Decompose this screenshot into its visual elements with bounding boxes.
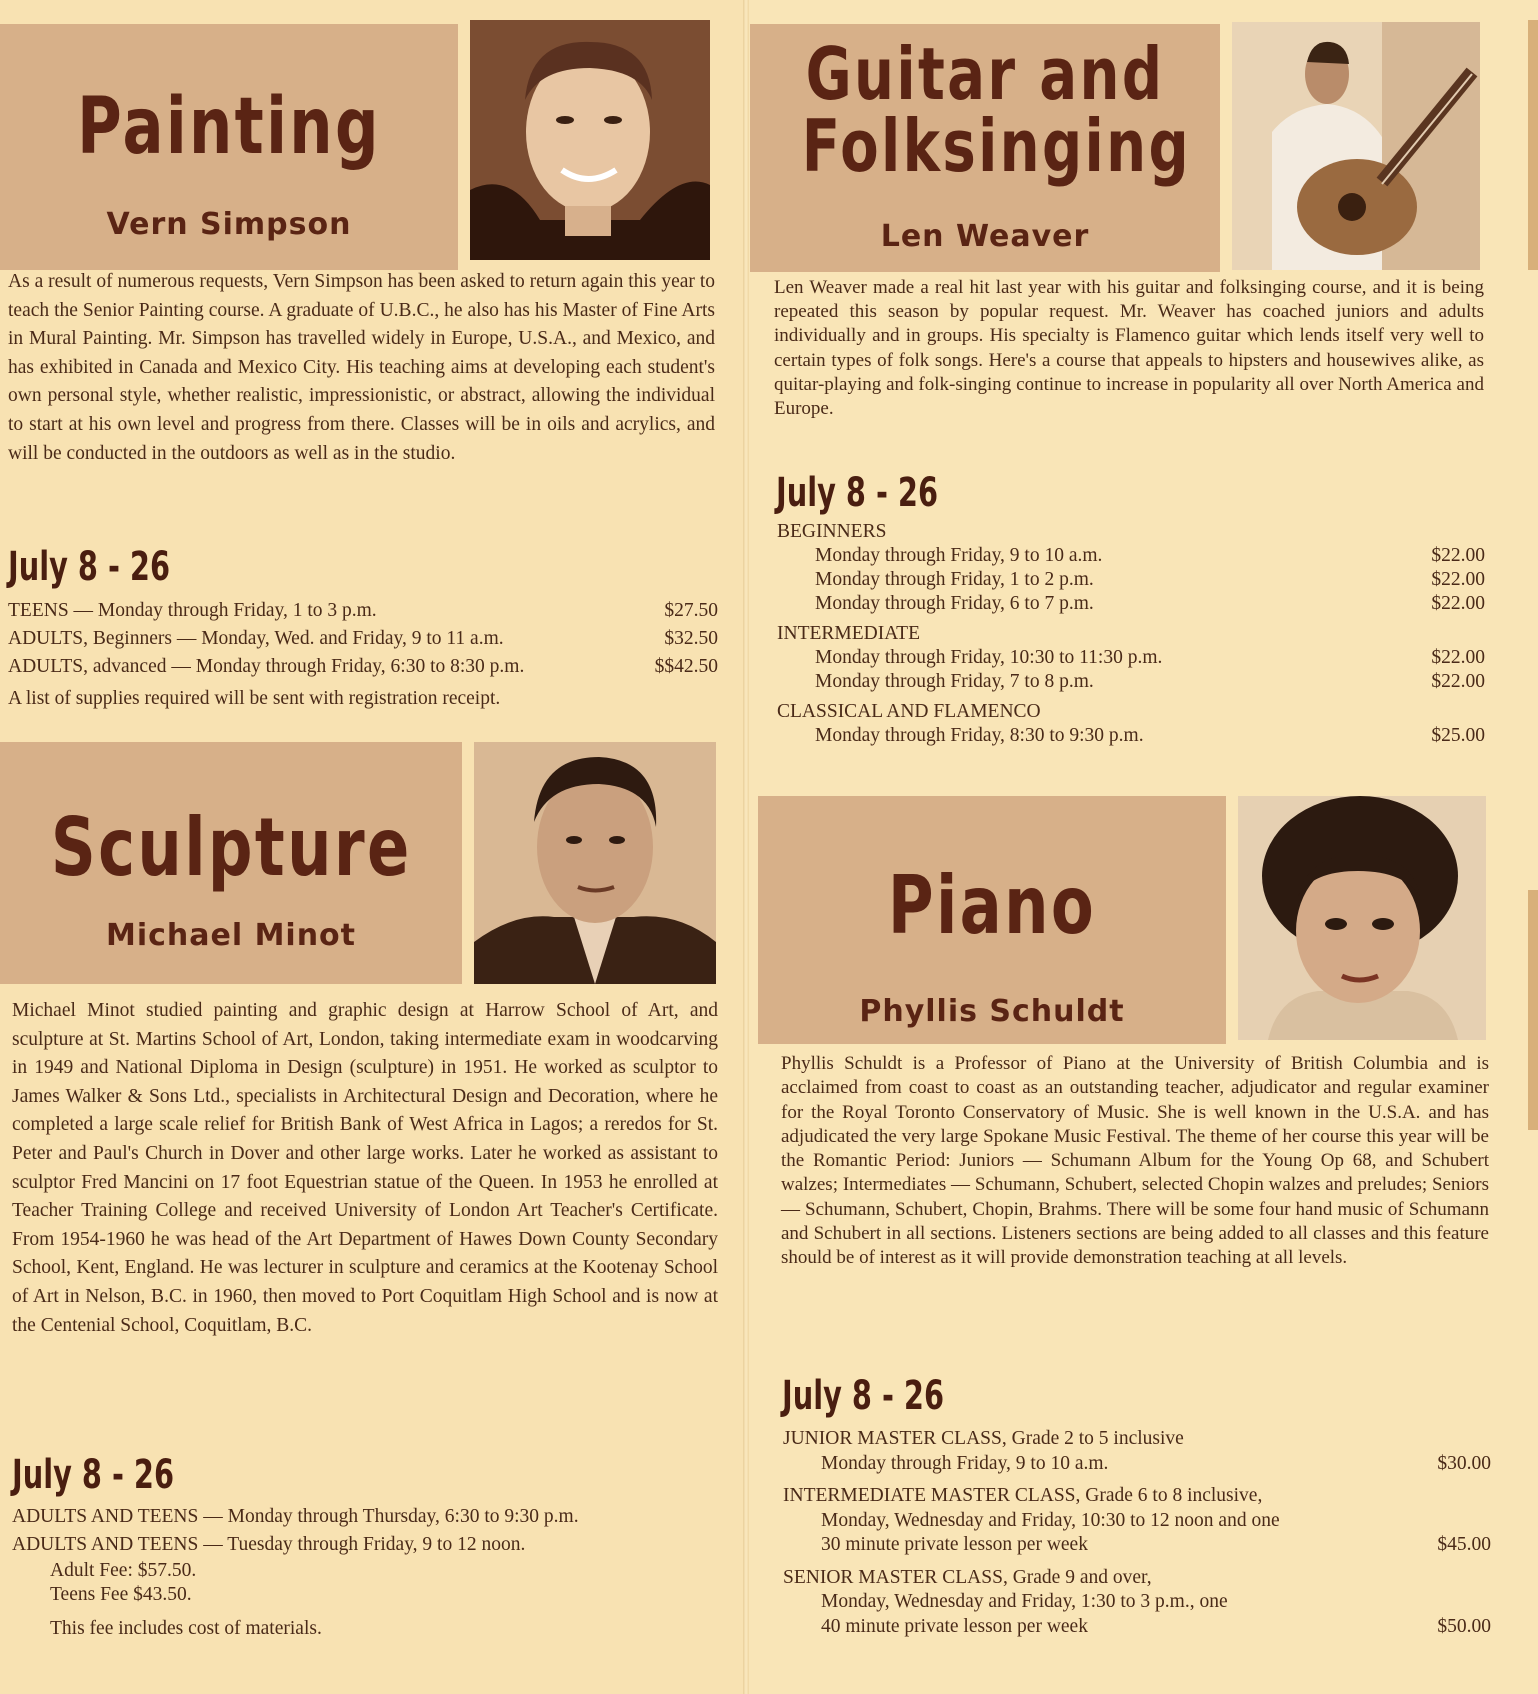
sculpture-schedule: [12, 1503, 724, 1643]
junior-heading: JUNIOR MASTER CLASS, Grade 2 to 5 inclusive: [783, 1428, 1184, 1449]
sculpture-dates: July 8 - 26: [12, 1452, 175, 1498]
schedule-label: ADULTS, Beginners — Monday, Wed. and Friday, 9 to 11 a.m.: [8, 628, 504, 649]
painting-instructor: Vern Simpson: [106, 207, 352, 242]
schedule-line: ADULTS AND TEENS — Monday through Thursday, 6:30 to 9:30 p.m.: [12, 1506, 579, 1527]
guitar-instructor-photo: [1232, 22, 1480, 270]
schedule-row: [783, 1615, 1491, 1640]
piano-description: Phyllis Schuldt is a Professor of Piano at the University of British Columbia and is acclaimed from coast to coast as an outstanding teacher, adjudicator and regular examiner for the Royal Toronto Conservatory of Music. She is well known in the U.S.A. and has adjudicated the very large Spokane Music Festival. The theme of her course this year will be the Romantic Period: Juniors — Schumann Album for the Young Op 68, and Schubert walzes; Intermediates — Schumann, Schubert, selected Chopin walzes and preludes; Seniors — Schumann, Schubert, Chopin, Brahms. There will be some four hand music of Schumann and Schubert in all sections. Listeners sections are being added to all classes and this feature should be of interest as it will provide demonstration teaching at all levels.: [781, 1053, 1489, 1269]
schedule-row: [8, 653, 718, 681]
schedule-row: [783, 1533, 1491, 1558]
intermediate-heading: INTERMEDIATE: [777, 623, 920, 644]
senior-heading: SENIOR MASTER CLASS, Grade 9 and over,: [783, 1566, 1152, 1588]
sculpture-instructor-photo: [474, 742, 716, 984]
schedule-price: $22.00: [1431, 569, 1485, 590]
guitar-schedule: [777, 520, 1485, 748]
painting-banner: [0, 24, 458, 270]
classical-heading: CLASSICAL AND FLAMENCO: [777, 701, 1041, 722]
intermediate-heading: INTERMEDIATE MASTER CLASS, Grade 6 to 8 inclusive,: [783, 1485, 1263, 1506]
schedule-label: TEENS — Monday through Friday, 1 to 3 p.m.: [8, 600, 377, 621]
schedule-line: Monday, Wednesday and Friday, 1:30 to 3 p.m., one: [821, 1591, 1228, 1612]
painting-schedule: [8, 597, 718, 713]
schedule-line: Monday, Wednesday and Friday, 10:30 to 12 noon and one: [821, 1509, 1280, 1531]
schedule-label: Monday through Friday, 8:30 to 9:30 p.m.: [815, 725, 1144, 746]
piano-instructor: Phyllis Schuldt: [859, 994, 1125, 1029]
guitar-banner: [750, 24, 1220, 272]
schedule-price: $22.00: [1431, 671, 1485, 692]
sculpture-title: Sculpture: [50, 801, 412, 894]
schedule-price: $27.50: [664, 600, 718, 621]
beginners-heading: BEGINNERS: [777, 521, 887, 542]
painting-instructor-photo: [470, 20, 710, 260]
sculpture-instructor: Michael Minot: [105, 918, 357, 953]
schedule-row: [8, 597, 718, 625]
schedule-label: Monday through Friday, 1 to 2 p.m.: [815, 569, 1094, 590]
schedule-label: 30 minute private lesson per week: [821, 1534, 1088, 1555]
schedule-label: Monday through Friday, 10:30 to 11:30 p.m.: [815, 647, 1163, 668]
schedule-label: Monday through Friday, 6 to 7 p.m.: [815, 593, 1094, 614]
sculpture-description: Michael Minot studied painting and graphic design at Harrow School of Art, and sculpture at St. Martins School of Art, London, taking intermediate exam in woodcarving in 1949 and National Diploma in Design (sculpture) in 1951. He worked as sculptor to James Walker & Sons Ltd., specialists in Architectural Design and Decoration, where he completed a large scale relief for British Bank of West Africa in Lagos; a reredos for St. Peter and Paul's Church in Dover and other large works. Later he worked as assistant to sculptor Fred Mancini on 17 foot Equestrian statue of the Queen. In 1953 he enrolled at Teacher Training College and received University of London Art Teacher's Certificate. From 1954-1960 he was head of the Art Department of Hawes Down County Secondary School, Kent, England. He was lecturer in sculpture and ceramics at the Kootenay School of Art in Nelson, B.C. in 1960, then moved to Port Coquitlam High School and is now at the Centenial School, Coquitlam, B.C.: [12, 1000, 718, 1336]
schedule-row: [777, 592, 1485, 616]
guitar-dates: July 8 - 26: [776, 470, 939, 516]
schedule-row: [8, 625, 718, 653]
painting-description: As a result of numerous requests, Vern Simpson has been asked to return again this year to teach the Senior Painting course. A graduate of U.B.C., he also has his Master of Fine Arts in Mural Painting. Mr. Simpson has travelled widely in Europe, U.S.A., and Mexico, and has exhibited in Canada and Mexico City. His teaching aims at developing each student's own personal style, whether realistic, impressionistic, or abstract, allowing the individual to start at his own level and progress from there. Classes will be in oils and acrylics, and will be conducted in the outdoors as well as in the studio.: [8, 271, 715, 464]
painting-note: A list of supplies required will be sent with registration receipt.: [8, 688, 501, 709]
guitar-description: Len Weaver made a real hit last year with his guitar and folksinging course, and it is being repeated this season by popular request. Mr. Weaver has coached juniors and adults individually and in groups. His specialty is Flamenco guitar which lends itself very well to certain types of folk songs. Here's a course that appeals to hipsters and housewives alike, as quitar-playing and folk-singing continue to increase in popularity all over North America and Europe.: [774, 277, 1484, 420]
schedule-price: $22.00: [1431, 593, 1485, 614]
piano-schedule: [783, 1427, 1491, 1639]
schedule-price: $25.00: [1431, 725, 1485, 746]
schedule-label: Monday through Friday, 9 to 10 a.m.: [815, 545, 1103, 566]
schedule-row: [777, 670, 1485, 694]
schedule-label: Monday through Friday, 7 to 8 p.m.: [815, 671, 1094, 692]
piano-instructor-photo: [1238, 796, 1486, 1040]
schedule-price: $32.50: [664, 628, 718, 649]
page-edge: [1528, 890, 1538, 1130]
schedule-row: [777, 646, 1485, 670]
schedule-label: 40 minute private lesson per week: [821, 1615, 1088, 1637]
piano-dates: July 8 - 26: [782, 1373, 945, 1419]
painting-dates: July 8 - 26: [8, 544, 171, 590]
painting-title: Painting: [77, 82, 381, 172]
schedule-label: Monday through Friday, 9 to 10 a.m.: [821, 1452, 1109, 1474]
schedule-price: $22.00: [1431, 545, 1485, 566]
schedule-price: $30.00: [1437, 1452, 1491, 1474]
guitar-instructor: Len Weaver: [880, 219, 1090, 254]
piano-title: Piano: [887, 859, 1097, 952]
teen-fee: Teens Fee $43.50.: [50, 1584, 192, 1605]
schedule-label: ADULTS, advanced — Monday through Friday, 6:30 to 8:30 p.m.: [8, 656, 525, 677]
schedule-price: $45.00: [1437, 1534, 1491, 1555]
piano-banner: [758, 796, 1226, 1044]
guitar-title-line1: Guitar and: [805, 32, 1165, 116]
schedule-row: [777, 724, 1485, 748]
page-fold: [743, 0, 749, 1694]
guitar-title-line2: Folksinging: [801, 104, 1192, 188]
schedule-row: [777, 568, 1485, 592]
page-edge: [1528, 20, 1538, 270]
schedule-row: [777, 544, 1485, 568]
adult-fee: Adult Fee: $57.50.: [50, 1560, 197, 1581]
schedule-price: $$42.50: [654, 656, 718, 677]
schedule-line: ADULTS AND TEENS — Tuesday through Friday, 9 to 12 noon.: [12, 1534, 526, 1555]
sculpture-note: This fee includes cost of materials.: [50, 1618, 322, 1639]
sculpture-banner: [0, 742, 462, 984]
schedule-price: $22.00: [1431, 647, 1485, 668]
schedule-row: [783, 1452, 1491, 1477]
schedule-price: $50.00: [1437, 1615, 1491, 1637]
